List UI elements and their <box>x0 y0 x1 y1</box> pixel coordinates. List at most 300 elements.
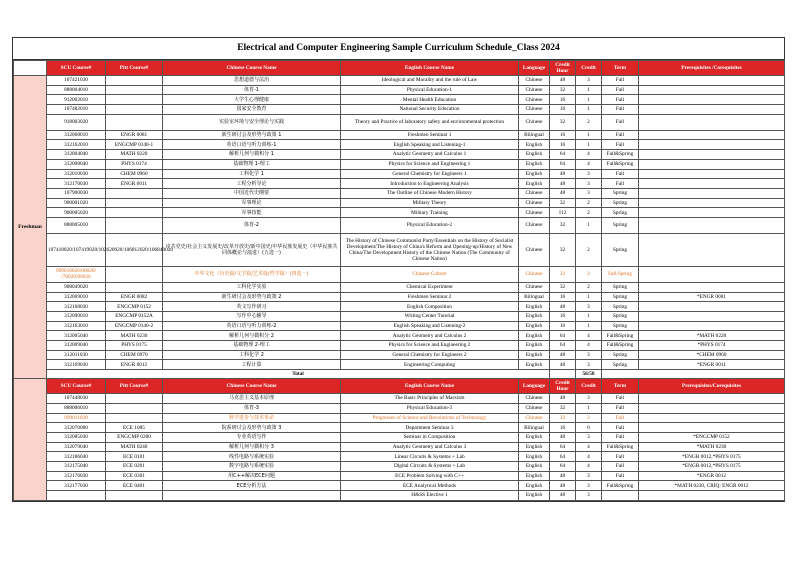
english-name-cell: Military Theory <box>341 198 519 208</box>
english-name-cell: National Security Education <box>341 105 519 115</box>
term-cell: Spring <box>602 321 639 331</box>
table-row <box>14 350 785 360</box>
prereq-cell: *MATH 0230 <box>639 442 785 452</box>
term-cell: Fall <box>602 394 639 404</box>
credit-hour-cell: 32 <box>550 282 576 292</box>
language-cell: Chinese <box>519 233 550 266</box>
language-cell: Chinese <box>519 266 550 282</box>
column-header: Pitt Course# <box>106 61 163 76</box>
chinese-name-cell: 马克思主义基本原理 <box>163 394 341 404</box>
pitt-course-cell <box>106 76 163 86</box>
prereq-cell <box>639 179 785 189</box>
prereq-cell <box>639 76 785 86</box>
credit-hour-cell: 64 <box>550 452 576 462</box>
column-header: Credit <box>576 379 602 394</box>
english-name-cell: Digital Circuits & Systems + Lab <box>341 461 519 471</box>
term-cell: Fall <box>602 413 639 423</box>
table-row <box>14 130 785 140</box>
english-name-cell: English Speaking and Listening-1 <box>341 140 519 150</box>
table-row <box>14 423 785 433</box>
chinese-name-cell: 数字电路与系统实验 <box>163 461 341 471</box>
table-row <box>14 312 785 322</box>
column-header: Term <box>602 61 639 76</box>
term-cell: Fall <box>602 105 639 115</box>
prereq-cell: *ENGCMP 0152 <box>639 432 785 442</box>
english-name-cell: Engineering Computing <box>341 360 519 370</box>
term-cell: Fall <box>602 471 639 481</box>
credit-cell: 1 <box>576 403 602 413</box>
english-name-cell: Analytic Geometry and Calculus 2 <box>341 331 519 341</box>
english-name-cell: Seminar in Composition <box>341 432 519 442</box>
prereq-cell <box>639 233 785 266</box>
credit-cell: 2 <box>576 282 602 292</box>
column-header: Credit <box>576 61 602 76</box>
term-cell: Fall&Spring <box>602 150 639 160</box>
pitt-course-cell <box>106 114 163 130</box>
credit-hour-cell: 48 <box>550 394 576 404</box>
term-cell: Fall&Spring <box>602 331 639 341</box>
credit-cell: 3 <box>576 481 602 491</box>
credit-cell: 3 <box>576 169 602 179</box>
table-row <box>14 394 785 404</box>
term-cell: Fall&Spring <box>602 159 639 169</box>
term-cell: Fall <box>602 179 639 189</box>
language-cell: Bilingual <box>519 130 550 140</box>
language-cell: Chinese <box>519 114 550 130</box>
header-row <box>14 379 785 394</box>
prereq-cell <box>639 266 785 282</box>
term-cell: Fall/Spring <box>602 266 639 282</box>
language-cell: English <box>519 312 550 322</box>
scu-course-cell: 888004010 <box>47 85 106 95</box>
english-name-cell: ECE Problem Solving with C++ <box>341 471 519 481</box>
chinese-name-cell: 解析几何与微积分 1 <box>163 150 341 160</box>
scu-course-cell: 918003020 <box>47 114 106 130</box>
chinese-name-cell: 科学进步与技术革命 <box>163 413 341 423</box>
credit-hour-cell: 16 <box>550 423 576 433</box>
table-row <box>14 198 785 208</box>
credit-hour-cell: 32 <box>550 114 576 130</box>
credit-hour-cell: 64 <box>550 150 576 160</box>
header-row <box>14 61 785 76</box>
english-name-cell: Military Training <box>341 208 519 218</box>
english-name-cell: The History of Chinese Communist Party/Essentials on the History of Socialist Development/The History of China's Reform and Opening-up/History of New China/The Development History of the Chinese Nation (The Community of Chinese Nation) <box>341 233 519 266</box>
pitt-course-cell <box>106 217 163 233</box>
english-name-cell: Ideological and Morality and the rule of Law <box>341 76 519 86</box>
english-name-cell: General Chemistry for Engineers 2 <box>341 350 519 360</box>
term-cell: Fall <box>602 76 639 86</box>
scu-course-cell: 312163010 <box>47 321 106 331</box>
total-empty <box>602 370 785 379</box>
chinese-name-cell: 英文写作研习 <box>163 302 341 312</box>
english-name-cell: Freshmen Seminar 2 <box>341 292 519 302</box>
credit-cell: 2 <box>576 266 602 282</box>
scu-course-cell: 908049020 <box>47 282 106 292</box>
pitt-course-cell: ECE 0401 <box>106 481 163 491</box>
pitt-course-cell <box>106 85 163 95</box>
credit-hour-cell: 32 <box>550 233 576 266</box>
chinese-name-cell: 解析几何与微积分 3 <box>163 442 341 452</box>
credit-hour-cell: 32 <box>550 413 576 423</box>
column-header: Language <box>519 379 550 394</box>
section-label-freshman: Freshman <box>14 76 47 379</box>
term-cell: Fall <box>602 85 639 95</box>
language-cell: Chinese <box>519 217 550 233</box>
prereq-cell <box>639 491 785 501</box>
column-header: Prerequisites/Corequisites <box>639 379 785 394</box>
prereq-cell: *CHEM 0960 <box>639 350 785 360</box>
credit-cell: 0 <box>576 423 602 433</box>
chinese-name-cell: ECE分析方法 <box>163 481 341 491</box>
credit-cell: 1 <box>576 217 602 233</box>
scu-course-cell: 312186040 <box>47 452 106 462</box>
table-row <box>14 481 785 491</box>
term-cell: Spring <box>602 233 639 266</box>
credit-cell: 1 <box>576 85 602 95</box>
prereq-cell: *PHYS 0174 <box>639 341 785 351</box>
language-cell: Chinese <box>519 394 550 404</box>
prereq-cell: *ENGR 0012 <box>639 471 785 481</box>
scu-course-cell: 312177030 <box>47 481 106 491</box>
scu-course-cell: 312010030 <box>47 169 106 179</box>
pitt-course-cell: ENGCMP 0140-1 <box>106 140 163 150</box>
language-cell: Chinese <box>519 105 550 115</box>
scu-course-cell: 312005040 <box>47 331 106 341</box>
language-cell: Chinese <box>519 76 550 86</box>
term-cell: Fall <box>602 403 639 413</box>
prereq-cell <box>639 403 785 413</box>
credit-hour-cell: 48 <box>550 179 576 189</box>
english-name-cell: Writing Center Tutorial <box>341 312 519 322</box>
credit-cell: 3 <box>576 491 602 501</box>
prereq-cell <box>639 312 785 322</box>
chinese-name-cell: 国家安全教育 <box>163 105 341 115</box>
table-row <box>14 321 785 331</box>
scu-course-cell: 312068010 <box>47 130 106 140</box>
term-cell: Fall <box>602 169 639 179</box>
total-credit-hour <box>550 370 576 379</box>
table-row <box>14 292 785 302</box>
term-cell: Fall <box>602 432 639 442</box>
language-cell: English <box>519 471 550 481</box>
prereq-cell <box>639 217 785 233</box>
credit-hour-cell: 48 <box>550 302 576 312</box>
credit-cell: 2 <box>576 114 602 130</box>
page-title: Electrical and Computer Engineering Sample Curriculum Schedule_Class 2024 <box>13 38 784 60</box>
credit-hour-cell: 48 <box>550 432 576 442</box>
credit-hour-cell: 48 <box>550 350 576 360</box>
english-name-cell: H&SS Elective 1 <box>341 491 519 501</box>
scu-course-cell: 107448030 <box>47 394 106 404</box>
table-row <box>14 360 785 370</box>
pitt-course-cell: CHEM 0970 <box>106 350 163 360</box>
credit-hour-cell: 64 <box>550 442 576 452</box>
chinese-name-cell: 用C++解决ECE问题 <box>163 471 341 481</box>
table-row <box>14 159 785 169</box>
credit-hour-cell: 64 <box>550 341 576 351</box>
credit-hour-cell: 32 <box>550 85 576 95</box>
prereq-cell <box>639 150 785 160</box>
credit-cell: 2 <box>576 233 602 266</box>
credit-cell: 3 <box>576 432 602 442</box>
table-row <box>14 169 785 179</box>
scu-course-cell: 888006010 <box>47 403 106 413</box>
english-name-cell: Linear Circuits & Systems + Lab <box>341 452 519 462</box>
english-name-cell: Physical Education-1 <box>341 85 519 95</box>
prereq-cell <box>639 130 785 140</box>
credit-cell: 1 <box>576 95 602 105</box>
english-name-cell: Analytic Geometry and Calculus 1 <box>341 150 519 160</box>
pitt-course-cell <box>106 266 163 282</box>
term-cell: Fall&Spring <box>602 442 639 452</box>
scu-course-cell: 312176030 <box>47 471 106 481</box>
column-header: Pitt Course# <box>106 379 163 394</box>
table-row <box>14 114 785 130</box>
prereq-cell <box>639 198 785 208</box>
chinese-name-cell: 工科化学 2 <box>163 350 341 360</box>
term-cell: Fall <box>602 140 639 150</box>
table-row <box>14 341 785 351</box>
scu-course-cell: 312090010 <box>47 312 106 322</box>
column-header: SCU Course# <box>47 61 106 76</box>
pitt-course-cell: ENGR 0012 <box>106 360 163 370</box>
chinese-name-cell: 工科化学 1 <box>163 169 341 179</box>
table-row <box>14 150 785 160</box>
credit-cell: 3 <box>576 302 602 312</box>
scu-course-cell: 312070000 <box>47 423 106 433</box>
credit-cell: 1 <box>576 130 602 140</box>
pitt-course-cell: ENGCMP 0200 <box>106 432 163 442</box>
term-cell: Fall <box>602 130 639 140</box>
table-row <box>14 95 785 105</box>
total-row <box>14 370 785 379</box>
english-name-cell: Chemical Experiment <box>341 282 519 292</box>
chinese-name-cell: 体育-1 <box>163 85 341 95</box>
credit-cell: 2 <box>576 198 602 208</box>
english-name-cell: Department Seminar 3 <box>341 423 519 433</box>
chinese-name-cell: 新生研讨会及形势与政策 2 <box>163 292 341 302</box>
credit-hour-cell: 112 <box>550 208 576 218</box>
chinese-name-cell: 军事理论 <box>163 198 341 208</box>
credit-hour-cell: 16 <box>550 321 576 331</box>
credit-hour-cell: 32 <box>550 266 576 282</box>
prereq-cell: *MATH 0220 <box>639 331 785 341</box>
term-cell: Fall&Spring <box>602 341 639 351</box>
english-name-cell: Physical Education-2 <box>341 217 519 233</box>
prereq-cell: *ENGR 0011 <box>639 360 785 370</box>
curriculum-table <box>13 60 785 501</box>
credit-hour-cell: 48 <box>550 76 576 86</box>
credit-cell: 3 <box>576 360 602 370</box>
chinese-name-cell: 基础物理 1-理工 <box>163 159 341 169</box>
chinese-name-cell: 基础物理 2-理工 <box>163 341 341 351</box>
pitt-course-cell: MATH 0230 <box>106 331 163 341</box>
pitt-course-cell: ENGCMP 0140-2 <box>106 321 163 331</box>
pitt-course-cell: ENGCMP 0152A <box>106 312 163 322</box>
language-cell: Chinese <box>519 413 550 423</box>
pitt-course-cell: MATH 0220 <box>106 150 163 160</box>
credit-cell: 2 <box>576 208 602 218</box>
pitt-course-cell: ECE 0201 <box>106 461 163 471</box>
language-cell: Chinese <box>519 188 550 198</box>
prereq-cell <box>639 159 785 169</box>
scu-course-cell: 312008040 <box>47 159 106 169</box>
scu-course-cell: 107421030 <box>47 76 106 86</box>
table-row <box>14 76 785 86</box>
scu-course-cell: 107900030 <box>47 188 106 198</box>
chinese-name-cell: 工科化学实验 <box>163 282 341 292</box>
scu-course-cell: 312079040 <box>47 442 106 452</box>
english-name-cell: ECE Analytical Methods <box>341 481 519 491</box>
credit-cell: 4 <box>576 150 602 160</box>
chinese-name-cell: 大学生心理健康 <box>163 95 341 105</box>
chinese-name-cell: 实验室环境与安全理论与实践 <box>163 114 341 130</box>
prereq-cell <box>639 394 785 404</box>
term-cell: Fall&Spring <box>602 481 639 491</box>
credit-hour-cell: 48 <box>550 169 576 179</box>
pitt-course-cell <box>106 413 163 423</box>
scu-course-cell: 107482010 <box>47 105 106 115</box>
credit-cell: 3 <box>576 394 602 404</box>
column-header: Chinese Course Name <box>163 379 341 394</box>
language-cell: Bilingual <box>519 292 550 302</box>
chinese-name-cell: 工程计算 <box>163 360 341 370</box>
language-cell: English <box>519 442 550 452</box>
english-name-cell: General Chemistry for Engineers 1 <box>341 169 519 179</box>
table-row <box>14 188 785 198</box>
total-label: Total <box>47 370 550 379</box>
table-row <box>14 233 785 266</box>
column-header: Chinese Course Name <box>163 61 341 76</box>
credit-hour-cell: 16 <box>550 312 576 322</box>
table-row <box>14 179 785 189</box>
scu-course-cell: 912002010 <box>47 95 106 105</box>
language-cell: English <box>519 432 550 442</box>
column-header: English Course Name <box>341 61 519 76</box>
pitt-course-cell: ENGR 0081 <box>106 130 163 140</box>
pitt-course-cell <box>106 188 163 198</box>
english-name-cell: English Speaking and Listening-2 <box>341 321 519 331</box>
credit-hour-cell: 48 <box>550 360 576 370</box>
credit-hour-cell: 16 <box>550 292 576 302</box>
term-cell: Spring <box>602 217 639 233</box>
credit-cell: 2 <box>576 413 602 423</box>
credit-hour-cell: 64 <box>550 461 576 471</box>
scu-course-cell: 312011030 <box>47 350 106 360</box>
credit-hour-cell: 48 <box>550 481 576 491</box>
language-cell: English <box>519 350 550 360</box>
scu-course-cell: 999011020 <box>47 413 106 423</box>
scu-course-cell: 312085030 <box>47 432 106 442</box>
chinese-name-cell: 军事技能 <box>163 208 341 218</box>
english-name-cell: Theory and Practice of laboratory safety and environmental protection <box>341 114 519 130</box>
scu-course-cell: 312175040 <box>47 461 106 471</box>
language-cell: English <box>519 331 550 341</box>
english-name-cell: Physics for Science and Engineering 1 <box>341 159 519 169</box>
term-cell: Spring <box>602 188 639 198</box>
scu-course-cell: 900005020 <box>47 208 106 218</box>
pitt-course-cell <box>106 95 163 105</box>
chinese-name-cell: 专业英语写作 <box>163 432 341 442</box>
prereq-cell <box>639 302 785 312</box>
language-cell: Chinese <box>519 95 550 105</box>
credit-cell: 4 <box>576 341 602 351</box>
table-row <box>14 217 785 233</box>
chinese-name-cell: 写作中心辅导 <box>163 312 341 322</box>
scu-course-cell: 900001020 <box>47 198 106 208</box>
term-cell: Fall <box>602 461 639 471</box>
prereq-cell <box>639 105 785 115</box>
term-cell <box>602 491 639 501</box>
language-cell: Chinese <box>519 85 550 95</box>
credit-hour-cell: 16 <box>550 130 576 140</box>
pitt-course-cell: PHYS 0175 <box>106 341 163 351</box>
language-cell: English <box>519 179 550 189</box>
credit-hour-cell: 64 <box>550 159 576 169</box>
prereq-cell <box>639 114 785 130</box>
column-header: Prerequisites /Corequisites <box>639 61 785 76</box>
scu-course-cell: 312168030 <box>47 302 106 312</box>
table-row <box>14 403 785 413</box>
pitt-course-cell <box>106 198 163 208</box>
pitt-course-cell: ECE 0301 <box>106 471 163 481</box>
chinese-name-cell: 英语口语与听力训练-1 <box>163 140 341 150</box>
table-row <box>14 442 785 452</box>
pitt-course-cell: ENGR 0011 <box>106 179 163 189</box>
credit-hour-cell: 32 <box>550 217 576 233</box>
table-row <box>14 208 785 218</box>
pitt-course-cell: MATH 0240 <box>106 442 163 452</box>
pitt-course-cell: ENGCMP 0152 <box>106 302 163 312</box>
language-cell: Bilingual <box>519 423 550 433</box>
scu-course-cell: 888005010 <box>47 217 106 233</box>
english-name-cell: The Outline of Chinese Modern History <box>341 188 519 198</box>
language-cell: English <box>519 159 550 169</box>
prereq-cell: *MATH 0230, CRIQ: ENGR 0012 <box>639 481 785 491</box>
scu-course-cell: 312170030 <box>47 179 106 189</box>
chinese-name-cell <box>163 491 341 501</box>
english-name-cell: Physical Education-3 <box>341 403 519 413</box>
chinese-name-cell: 思想道德与法治 <box>163 76 341 86</box>
credit-hour-cell: 64 <box>550 331 576 341</box>
pitt-course-cell: ENGR 0082 <box>106 292 163 302</box>
prereq-cell <box>639 423 785 433</box>
credit-cell: 4 <box>576 442 602 452</box>
credit-hour-cell: 32 <box>550 403 576 413</box>
credit-cell: 3 <box>576 179 602 189</box>
term-cell: Spring <box>602 292 639 302</box>
table-row <box>14 491 785 501</box>
table-row <box>14 461 785 471</box>
pitt-course-cell: CHEM 0960 <box>106 169 163 179</box>
table-row <box>14 85 785 95</box>
language-cell: English <box>519 461 550 471</box>
language-cell: Chinese <box>519 403 550 413</box>
credit-cell: 3 <box>576 350 602 360</box>
chinese-name-cell: 中华文化（历史篇/文学篇/艺术篇/哲学篇）(四选一) <box>163 266 341 282</box>
term-cell: Fall <box>602 423 639 433</box>
credit-hour-cell: 48 <box>550 471 576 481</box>
credit-cell: 4 <box>576 159 602 169</box>
credit-cell: 1 <box>576 105 602 115</box>
prereq-cell: *ENGR 0012,*PHYS 0175 <box>639 461 785 471</box>
column-header: Credit Hour <box>550 61 576 76</box>
term-cell: Fall <box>602 452 639 462</box>
prereq-cell <box>639 169 785 179</box>
prereq-cell <box>639 282 785 292</box>
table-row <box>14 105 785 115</box>
pitt-course-cell <box>106 105 163 115</box>
